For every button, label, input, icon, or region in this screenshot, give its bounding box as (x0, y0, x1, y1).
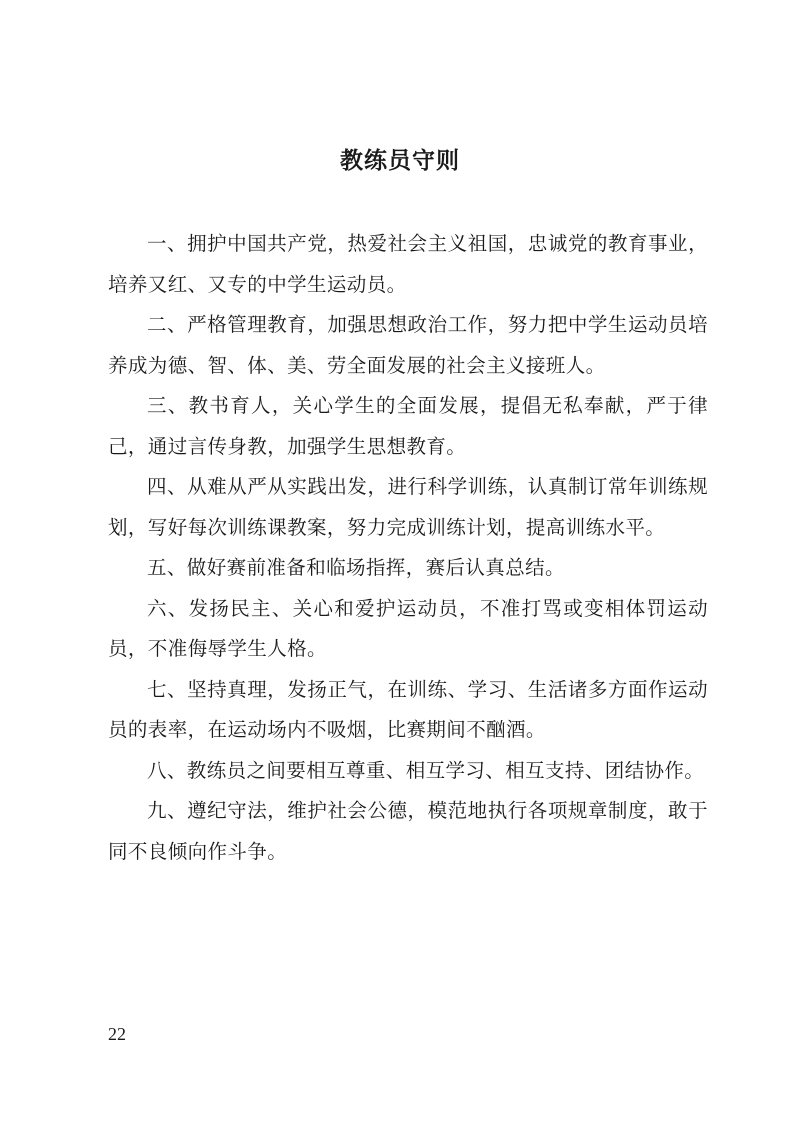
rule-paragraph-1: 一、拥护中国共产党，热爱社会主义祖国，忠诚党的教育事业，培养又红、又专的中学生运动员。 (108, 232, 708, 296)
rule-paragraph-3: 三、教书育人，关心学生的全面发展，提倡无私奉献，严于律己，通过言传身教，加强学生思想教育。 (108, 394, 708, 458)
rule-paragraph-5: 五、做好赛前准备和临场指挥，赛后认真总结。 (147, 556, 565, 579)
rule-paragraph-6: 六、发扬民主、关心和爱护运动员，不准打骂或变相体罚运动员，不准侮辱学生人格。 (108, 596, 708, 660)
rule-paragraph-8: 八、教练员之间要相互尊重、相互学习、相互支持、团结协作。 (147, 758, 705, 782)
rule-paragraph-9: 九、遵纪守法，维护社会公德，模范地执行各项规章制度，敢于同不良倾向作斗争。 (108, 799, 708, 863)
document-title: 教练员守则 (340, 147, 460, 174)
rule-paragraph-7: 七、坚持真理，发扬正气，在训练、学习、生活诸多方面作运动员的表率，在运动场内不吸烟，比赛期间不酗酒。 (108, 677, 708, 741)
rule-paragraph-4: 四、从难从严从实践出发，进行科学训练，认真制订常年训练规划，写好每次训练课教案，努力完成训练计划，提高训练水平。 (108, 475, 708, 539)
page-number: 22 (108, 1024, 126, 1044)
document-body (108, 224, 708, 872)
rule-paragraph-2: 二、严格管理教育，加强思想政治工作，努力把中学生运动员培养成为德、智、体、美、劳全面发展的社会主义接班人。 (108, 313, 708, 377)
